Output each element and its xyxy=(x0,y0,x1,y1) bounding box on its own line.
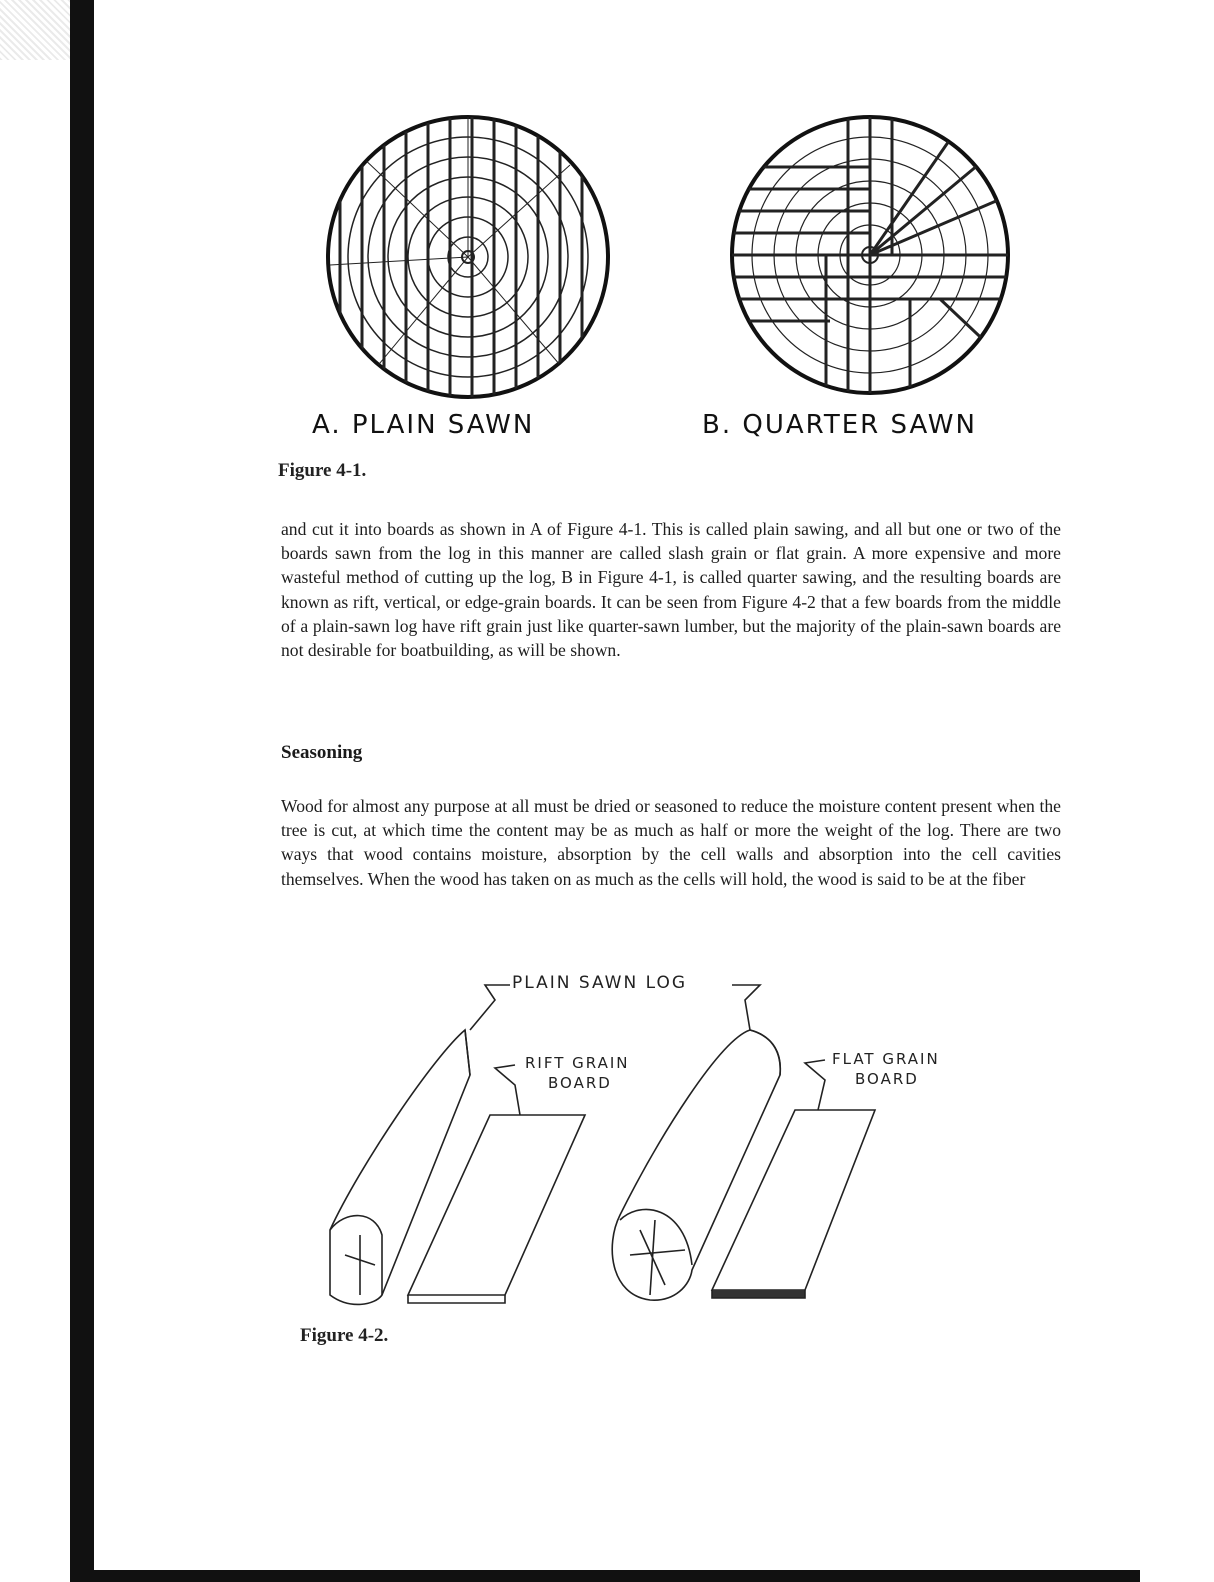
section-heading: Seasoning xyxy=(281,742,363,763)
flat-leader xyxy=(805,1060,825,1110)
log-leader-left xyxy=(470,985,510,1030)
figure-4-1-label-a: A. PLAIN SAWN xyxy=(312,410,535,440)
flat-grain-label-line2: BOARD xyxy=(855,1070,919,1088)
plain-sawn-log-drawing xyxy=(328,115,608,415)
scan-artifact xyxy=(0,0,70,60)
rift-grain-label-line2: BOARD xyxy=(548,1074,612,1092)
figure-4-1-caption: Figure 4-1. xyxy=(278,460,367,481)
quarter-sawn-log-drawing xyxy=(730,115,1010,415)
log-leader-right xyxy=(732,985,760,1030)
figure-4-1-illustration xyxy=(300,115,1020,415)
figure-4-2-illustration xyxy=(320,965,1000,1315)
body-paragraph-2: Wood for almost any purpose at all must be dried or seasoned to reduce the moisture content present when the tree is cut, at which time the content may be as much as half or more the weight of the log. There are two ways that wood contains moisture, absorption by the cell walls and absorption into the cell cavities themselves. When the wood has taken on as much as the cells will hold, the wood is said to be at the fiber xyxy=(281,796,1061,889)
figure-4-1 xyxy=(300,115,1020,445)
figure-4-2-caption: Figure 4-2. xyxy=(300,1325,389,1346)
scan-border-left xyxy=(70,0,94,1582)
plain-sawn-log-label: PLAIN SAWN LOG xyxy=(512,973,688,993)
rift-grain-label-line1: RIFT GRAIN xyxy=(525,1054,630,1072)
rift-leader xyxy=(495,1065,520,1115)
body-paragraph-1: and cut it into boards as shown in A of Figure 4-1. This is called plain sawing, and all but one or two of the boards sawn from the log in this manner are called slash grain or flat grain. A more expensive and more wasteful method of cutting up the log, B in Figure 4-1, is called quarter sawing, and the resulting boards are known as rift, vertical, or edge-grain boards. It can be seen from Figure 4-2 that a few boards from the middle of a plain-sawn log have rift grain just like quarter-sawn lumber, but the majority of the plain-sawn boards are not desirable for boatbuilding, as will be shown. xyxy=(281,519,1061,661)
scan-border-bottom xyxy=(70,1570,1140,1582)
figure-4-2 xyxy=(320,965,1000,1315)
flat-grain-label-line1: FLAT GRAIN xyxy=(832,1050,940,1068)
figure-4-1-label-b: B. QUARTER SAWN xyxy=(702,410,977,440)
